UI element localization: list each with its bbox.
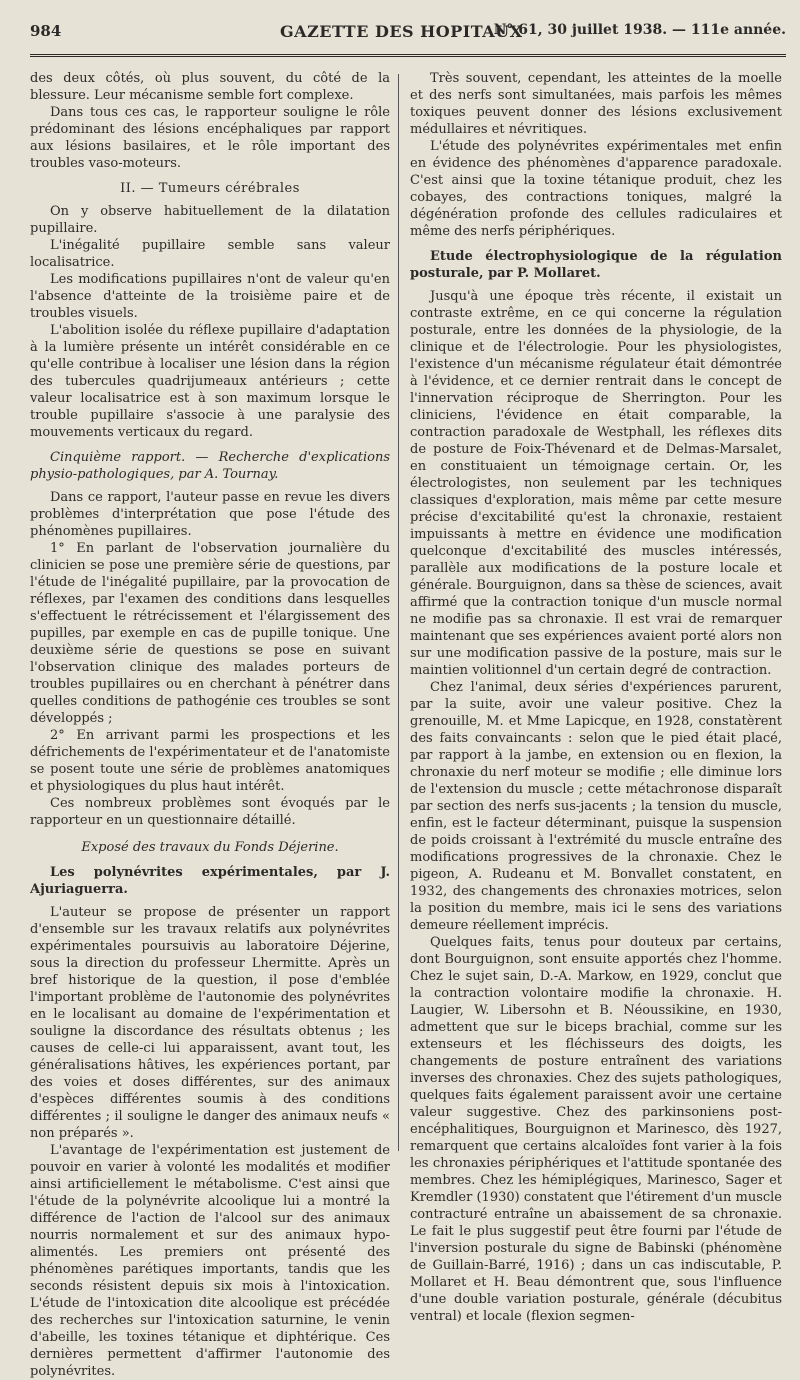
paragraph: Quelques faits, tenus pour douteux par certains, dont Bourguignon, sont ensuite apportés chez l'homme. Chez le sujet sain, D.-A. Markow, en 1929, conclut que la contraction volontaire modifie la chronaxie. H. Laugier, W. Libersohn et B. Néoussikine, en 1930, admettent que sur le biceps brachial, comme sur les extenseurs et les fléchisseurs des doigts, les changements de posture entraînent des variations inverses des chronaxies. Chez des sujets pathologiques, quelques faits également paraissent avoir une certaine valeur suggestive. Chez des parkinsoniens post-encéphalitiques, Bourguignon et Marinesco, dès 1927, remarquent que certains alcaloïdes font varier à la fois les chronaxies périphériques et l'attitude spontanée des membres. Chez les hémiplégiques, Marinesco, Sager et Kremdler (1930) constatent que l'étirement d'un muscle contracturé entraîne un abaissement de sa chronaxie. Le fait le plus suggestif peut être fourni par l'étude de l'inversion posturale du signe de Babinski (phénomène de Guillain-Barré, 1916) ; dans un cas indiscutable, P. Mollaret et H. Beau démontrent que, sous l'influence d'une double variation posturale, générale (décubitus ventral) et locale (flexion segmen- [410, 935, 782, 1324]
paragraph: L'abolition isolée du réflexe pupillaire d'adaptation à la lumière présente un intérêt considérable en ce qu'elle contribue à localiser une lésion dans la région des tubercules quadrijumeaux antérieurs ; cette valeur localisatrice est à son maximum lorsque le trouble pupillaire s'associe à une paralysie des mouvements verticaux du regard. [30, 323, 390, 440]
paragraph: des deux côtés, où plus souvent, du côté de la blessure. Leur mécanisme semble fort complexe. [30, 71, 390, 103]
paragraph: On y observe habituellement de la dilatation pupillaire. [30, 204, 390, 236]
paragraph: L'avantage de l'expérimentation est justement de pouvoir en varier à volonté les modalités et modifier ainsi artificiellement le métabolisme. C'est ainsi que l'étude de la polynévrite alcoolique lui a montré la différence de l'action de l'alcool sur des animaux nourris normalement et sur des animaux hypo-alimentés. Les premiers ont présenté des phénomènes parétiques importants, tandis que les seconds résistent depuis six mois à l'intoxication. L'étude de l'intoxication dite alcoolique est précédée des recherches sur l'intoxication saturnine, le venin d'abeille, les toxines tétanique et diphtérique. Ces dernières permettent d'affirmer l'autonomie des polynévrites. [30, 1143, 390, 1379]
column-divider [398, 74, 399, 1151]
section-heading: II. — Tumeurs cérébrales [120, 181, 300, 196]
paragraph: Chez l'animal, deux séries d'expériences parurent, par la suite, avoir une valeur positive. Chez la grenouille, M. et Mme Lapicque, en 1928, constatèrent des faits convaincants : selon que le pied était placé, par rapport à la jambe, en extension ou en flexion, la chronaxie du nerf moteur se modifie ; elle diminue lors de l'extension du muscle ; cette métachronose disparaît par section des nerfs sus-jacents ; la tension du muscle, enfin, est le facteur déterminant, puisque la suspension de poids croissant à l'extrémité du muscle entraîne des modifications progressives de la chronaxie. Chez le pigeon, A. Rudeanu et M. Bonvallet constatent, en 1932, des changements des chronaxies motrices, selon la position du membre, mais ici le sens des variations demeure réellement imprécis. [410, 680, 782, 933]
paragraph: Ces nombreux problèmes sont évoqués par le rapporteur en un questionnaire détaillé. [30, 796, 390, 828]
page-number: 984 [30, 22, 62, 40]
paragraph: L'auteur se propose de présenter un rapport d'ensemble sur les travaux relatifs aux polynévrites expérimentales poursuivis au laboratoire Déjerine, sous la direction du professeur Lhermitte. Après un bref historique de la question, il pose d'emblée l'important problème de l'autonomie des polynévrites en le localisant au domaine de l'expérimentation et souligne la discordance des résultats obtenus ; les causes de celle-ci lui apparaissent, avant tout, les généralisations hâtives, les expériences portant, par des voies et doses différentes, sur des animaux d'espèces différentes soumis à des conditions différentes ; il souligne le danger des animaux neufs « non préparés ». [30, 905, 390, 1141]
paragraph: Très souvent, cependant, les atteintes de la moelle et des nerfs sont simultanées, mais parfois les mêmes toxiques peuvent donner des lésions exclusivement médullaires et névritiques. [410, 71, 782, 137]
paragraph: L'inégalité pupillaire semble sans valeur localisatrice. [30, 238, 390, 270]
journal-title: GAZETTE DES HOPITAUX [280, 22, 523, 41]
header-rule [30, 54, 786, 57]
report-heading: Etude électrophysiologique de la régulation posturale, par P. Mollaret. [410, 249, 782, 281]
paragraph: 2° En arrivant parmi les prospections et les défrichements de l'expérimentateur et de l'anatomiste se posent toute une série de problèmes anatomiques et physiologiques du plus haut intérêt. [30, 728, 390, 794]
paragraph: L'étude des polynévrites expérimentales met enfin en évidence des phénomènes d'apparence paradoxale. C'est ainsi que la toxine tétanique produit, chez les cobayes, des contractions toniques, malgré la dégénération profonde des cellules radiculaires et même des nerfs périphériques. [410, 139, 782, 239]
paragraph: Dans tous ces cas, le rapporteur souligne le rôle prédominant des lésions encéphaliques par rapport aux lésions basilaires, et le rôle important des troubles vaso-moteurs. [30, 105, 390, 171]
right-column [410, 70, 782, 1324]
paragraph: Les modifications pupillaires n'ont de valeur qu'en l'absence d'atteinte de la troisième paire et de troubles visuels. [30, 272, 390, 321]
issue-info: N° 61, 30 juillet 1938. — 111e année. [493, 22, 786, 38]
paragraph: 1° En parlant de l'observation journalière du clinicien se pose une première série de questions, par l'étude de l'inégalité pupillaire, par la provocation de réflexes, par l'examen des conditions dans lesquelles s'effectuent le rétrécissement et l'élargissement des pupilles, par exemple en cas de pupille tonique. Une deuxième série de questions se pose en suivant l'observation clinique des malades porteurs de troubles pupillaires ou en cherchant à pénétrer dans quelles conditions de pathogénie ces troubles se sont développés ; [30, 541, 390, 726]
section-heading: Exposé des travaux du Fonds Déjerine. [81, 840, 339, 855]
report-heading: Cinquième rapport. — Recherche d'explications physio-pathologiques, par A. Tournay. [30, 450, 390, 482]
running-header [30, 8, 786, 60]
left-column [30, 70, 390, 1379]
paragraph: Dans ce rapport, l'auteur passe en revue les divers problèmes d'interprétation que pose l'étude des phénomènes pupillaires. [30, 490, 390, 539]
paragraph: Jusqu'à une époque très récente, il existait un contraste extrême, en ce qui concerne la régulation posturale, entre les données de la physiologie, de la clinique et de l'électrologie. Pour les physiologistes, l'existence d'un mécanisme régulateur était démontrée à l'évidence, et ce dernier rentrait dans le concept de l'innervation réciproque de Sherrington. Pour les cliniciens, l'évidence en était comparable, la contraction paradoxale de Westphall, les réflexes dits de posture de Foix-Thévenard et de Delmas-Marsalet, en constituaient un témoignage certain. Or, les électrologistes, non seulement par les techniques classiques d'exploration, mais même par cette mesure précise d'excitabilité qu'est la chronaxie, restaient impuissants à mettre en évidence une modification quelconque d'excitabilité des muscles intéressés, parallèle aux modifications de la posture locale et générale. Bourguignon, dans sa thèse de sciences, avait affirmé que la contraction tonique d'un muscle normal ne modifie pas sa chronaxie. Il est vrai de remarquer maintenant que ses expériences avaient porté alors non sur une modification passive de la posture, mais sur le maintien volitionnel d'un certain degré de contraction. [410, 289, 782, 678]
report-heading: Les polynévrites expérimentales, par J. Ajuriaguerra. [30, 865, 390, 897]
